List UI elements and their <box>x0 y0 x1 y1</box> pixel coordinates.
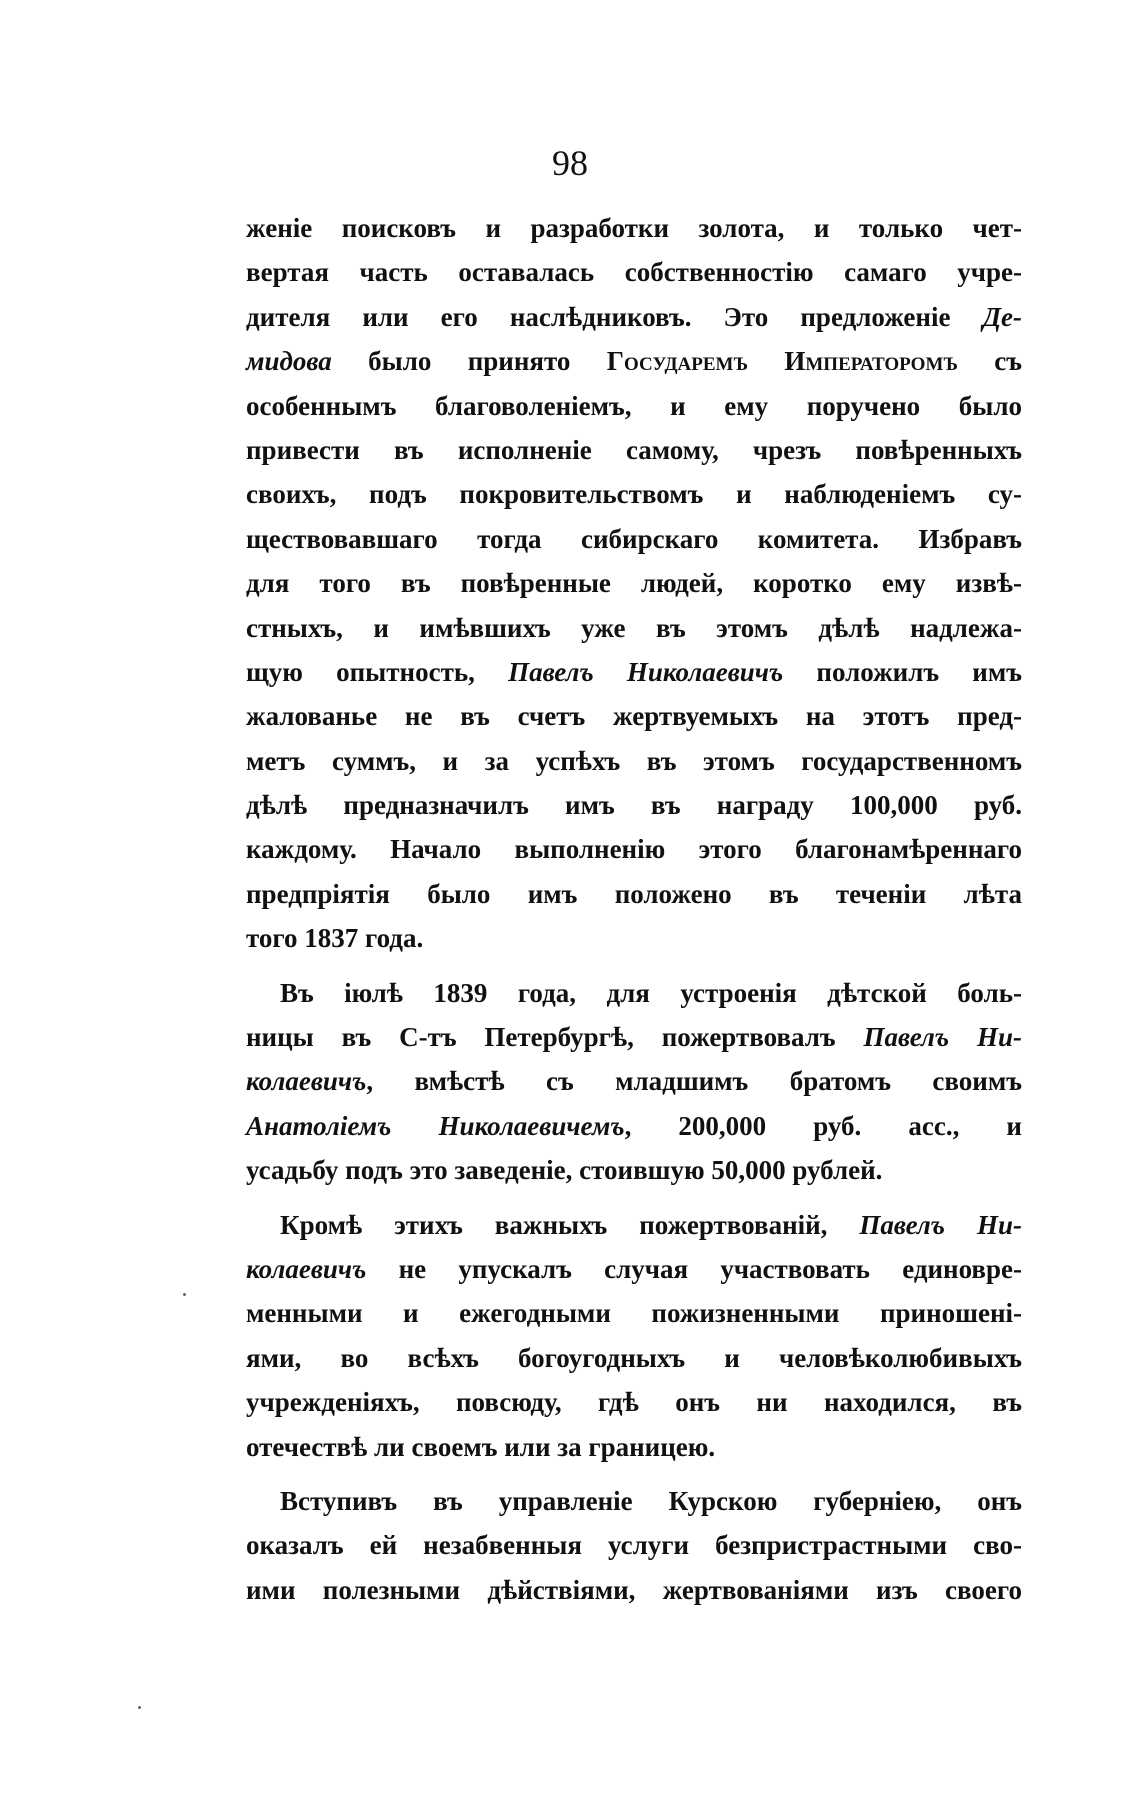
text-line <box>246 1148 1022 1192</box>
margin-speck <box>183 1293 186 1296</box>
italic-name: Де- <box>982 301 1022 332</box>
text-line <box>246 339 1022 383</box>
text-line <box>246 650 1022 694</box>
text-run: Въ іюлѣ 1839 года, для устроенія дѣтской боль- <box>280 977 1022 1008</box>
text-run: ницы въ С-тъ Петербургѣ, пожертвовалъ <box>246 1022 864 1053</box>
text-line <box>246 827 1022 871</box>
text-run: было принято <box>331 346 607 377</box>
text-run: усадьбу подъ это заведеніе, стоившую 50,000 рублей. <box>246 1155 883 1186</box>
text-run: жалованье не въ счетъ жертвуемыхъ на этотъ пред- <box>246 701 1022 732</box>
text-run: Кромѣ этихъ важныхъ пожертвованій, <box>280 1209 860 1240</box>
italic-name: Павелъ Николаевичъ <box>508 656 784 687</box>
text-run: особеннымъ благоволеніемъ, и ему поручено было <box>246 390 1022 421</box>
text-run: ими полезными дѣйствіями, жертвованіями изъ своего <box>246 1574 1022 1605</box>
text-run: женіе поисковъ и разработки золота, и только чет- <box>246 213 1022 243</box>
paragraph-gap <box>246 1193 1022 1203</box>
text-run: метъ суммъ, и за успѣхъ въ этомъ государственномъ <box>246 745 1022 776</box>
text-line <box>246 561 1022 605</box>
text-run: дителя или его наслѣдниковъ. Это предложеніе <box>246 301 983 332</box>
text-run: съ <box>957 346 1022 377</box>
text-run: ществовавшаго тогда сибирскаго комитета. Избравъ <box>246 523 1022 554</box>
text-line <box>246 472 1022 516</box>
text-run: того 1837 года. <box>246 923 424 954</box>
text-run: каждому. Начало выполненію этого благонамѣреннаго <box>246 834 1022 865</box>
text-line <box>246 1015 1022 1059</box>
text-line <box>246 971 1022 1015</box>
text-line <box>246 384 1022 428</box>
italic-name: мидова <box>246 346 332 377</box>
text-run: вертая часть оставалась собственностію самаго учре- <box>246 257 1022 288</box>
text-run: учрежденіяхъ, повсюду, гдѣ онъ ни находился, въ <box>246 1387 1022 1418</box>
text-line <box>246 606 1022 650</box>
text-line <box>246 295 1022 339</box>
text-run: дѣлѣ предназначилъ имъ въ награду 100,000 руб. <box>246 790 1022 821</box>
text-line <box>246 1380 1022 1424</box>
text-run: положилъ имъ <box>783 656 1023 687</box>
italic-name: Павелъ Ни- <box>863 1022 1022 1053</box>
text-line <box>246 739 1022 783</box>
text-line <box>246 1059 1022 1103</box>
text-line <box>246 1203 1022 1247</box>
italic-name: Павелъ Ни- <box>859 1209 1022 1240</box>
text-line <box>246 1291 1022 1335</box>
italic-name: колаевичъ <box>246 1253 367 1284</box>
paragraph-gap <box>246 961 1022 971</box>
text-run: привести въ исполненіе самому, чрезъ повѣренныхъ <box>246 434 1022 465</box>
text-line <box>246 694 1022 738</box>
margin-speck <box>138 1706 141 1709</box>
body-text <box>246 206 1022 1612</box>
text-line <box>246 1479 1022 1523</box>
page-number: 98 <box>552 143 588 183</box>
text-line <box>246 1523 1022 1567</box>
text-line <box>246 783 1022 827</box>
text-line <box>246 872 1022 916</box>
small-caps-title: Государемъ Императоромъ <box>606 346 958 377</box>
text-run: отечествѣ ли своемъ или за границею. <box>246 1431 716 1462</box>
text-run: , вмѣстѣ съ младшимъ братомъ своимъ <box>366 1066 1022 1097</box>
text-line <box>246 206 1022 250</box>
text-run: ями, во всѣхъ богоугодныхъ и человѣколюбивыхъ <box>246 1342 1022 1373</box>
text-line <box>246 1104 1022 1148</box>
text-line <box>246 1568 1022 1612</box>
text-line <box>246 1247 1022 1291</box>
text-run: для того въ повѣренные людей, коротко ему извѣ- <box>246 568 1022 599</box>
paragraph-gap <box>246 1469 1022 1479</box>
text-run: не упускалъ случая участвовать единовре- <box>366 1253 1022 1284</box>
text-line <box>246 1425 1022 1469</box>
text-run: менными и ежегодными пожизненными приношені- <box>246 1298 1022 1329</box>
text-run: своихъ, подъ покровительствомъ и наблюденіемъ су- <box>246 479 1022 510</box>
text-line <box>246 250 1022 294</box>
text-line <box>246 1336 1022 1380</box>
italic-name: Анатоліемъ Николаевичемъ <box>246 1110 625 1141</box>
text-run: щую опытность, <box>246 656 509 687</box>
text-run: оказалъ ей незабвенныя услуги безпристрастными сво- <box>246 1530 1022 1561</box>
italic-name: колаевичъ <box>246 1066 367 1097</box>
text-line <box>246 916 1022 960</box>
text-run: , 200,000 руб. асс., и <box>624 1110 1022 1141</box>
text-run: Вступивъ въ управленіе Курскою губерніею, онъ <box>280 1485 1022 1516</box>
text-line <box>246 517 1022 561</box>
text-run: предпріятія было имъ положено въ теченіи лѣта <box>246 878 1022 909</box>
text-run: стныхъ, и имѣвшихъ уже въ этомъ дѣлѣ надлежа- <box>246 612 1022 643</box>
text-line <box>246 428 1022 472</box>
